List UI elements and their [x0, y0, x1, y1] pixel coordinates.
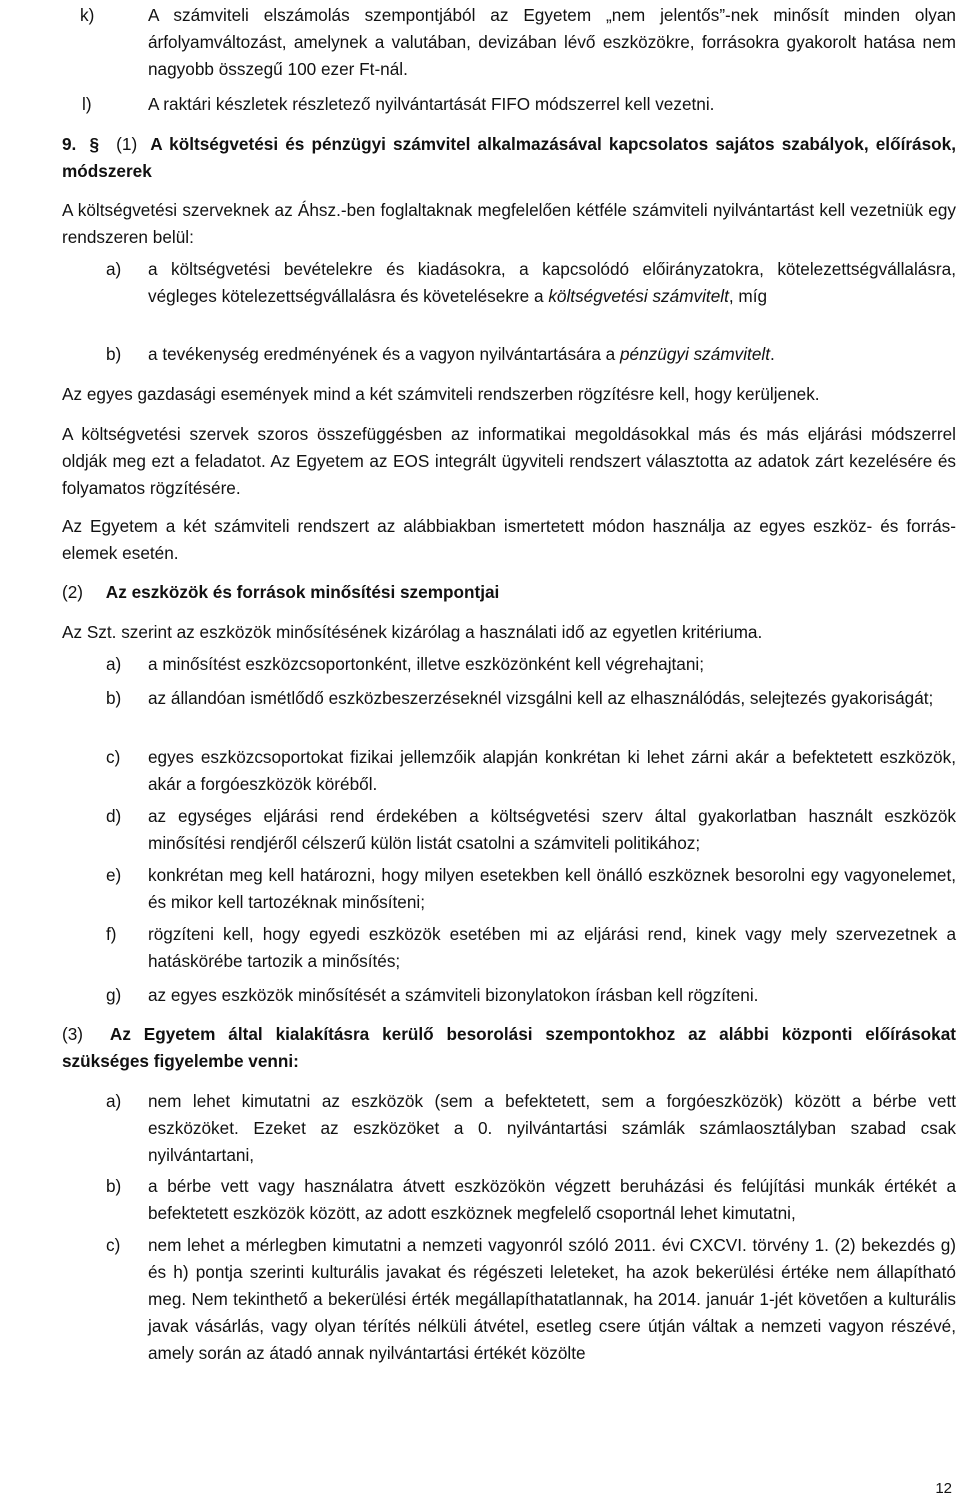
section-9-heading [62, 131, 956, 185]
list-item [106, 256, 956, 310]
item-text: a tevékenység eredményének és a vagyon nyilvántartására a pénzügyi számvitelt. [148, 344, 775, 364]
item-label: c) [106, 747, 121, 767]
item-label: b) [106, 1176, 122, 1196]
paragraph-intro: A költségvetési szerveknek az Áhsz.-ben foglaltaknak megfelelően kétféle számviteli nyilvántartást kell vezetniük egy rendszeren belül: [62, 200, 956, 247]
item-label: f) [106, 924, 117, 944]
list-item [106, 862, 956, 916]
item-text: A raktári készletek részletező nyilvántartását FIFO módszerrel kell vezetni. [148, 94, 715, 114]
item-text: egyes eszközcsoportokat fizikai jellemzőik alapján konkrétan ki lehet zárni akár a befektetett eszközök, akár a forgóeszközök köréből. [148, 747, 956, 794]
item-text: rögzíteni kell, hogy egyedi eszközök esetében mi az eljárási rend, kinek vagy mely szervezetnek a hatáskörébe tartozik a minősítés; [148, 924, 956, 971]
item-label: b) [106, 344, 122, 364]
subsection-2-heading [62, 579, 956, 606]
section-sign: § [89, 134, 100, 154]
item-l [82, 91, 956, 118]
item-label: d) [106, 806, 122, 826]
item-text: az állandóan ismétlődő eszközbeszerzéseknél vizsgálni kell az elhasználódás, selejtezés gyakoriságát; [148, 688, 934, 708]
item-text: konkrétan meg kell határozni, hogy milyen esetekben kell önálló eszköznek besorolni egy vagyonelemet, és mikor kell tartozéknak minősíteni; [148, 865, 956, 912]
item-label: a) [106, 654, 122, 674]
paragraph: A költségvetési szervek szoros összefüggésben az informatikai megoldásokkal más és más eljárási módszerrel oldják meg ezt a feladatot. Az Egyetem az EOS integrált ügyviteli rendszert választotta az adatok zárt kezelésére és folyamatos rögzítésére. [62, 424, 956, 498]
item-label: k) [80, 5, 95, 25]
list-item [106, 1232, 956, 1367]
list-item [106, 921, 956, 975]
section-sub-label: (1) [116, 134, 138, 154]
subsection-label: (3) [62, 1024, 84, 1044]
item-label: e) [106, 865, 122, 885]
list-item [106, 803, 956, 857]
list-item [106, 1173, 956, 1227]
subsection-3-heading [62, 1021, 956, 1075]
paragraph: Az Szt. szerint az eszközök minősítésének kizárólag a használati idő az egyetlen kritériuma. [62, 622, 763, 642]
item-text: az egyes eszközök minősítését a számviteli bizonylatokon írásban kell rögzíteni. [148, 985, 759, 1005]
item-label: c) [106, 1235, 121, 1255]
item-text: a költségvetési bevételekre és kiadásokra, a kapcsolódó előirányzatokra, kötelezettségvállalásra, végleges kötelezettségvállalásra és követelésekre a költségvetési számvitelt, míg [148, 259, 956, 306]
item-text: A számviteli elszámolás szempontjából az Egyetem „nem jelentős”-nek minősít minden olyan árfolyamváltozást, amelynek a valutában, devizában lévő eszközökre, forrásokra gyakorolt hatása nem nagyobb összegű 100 ezer Ft-nál. [148, 5, 956, 79]
section-number: 9. [62, 134, 77, 154]
item-text: nem lehet a mérlegben kimutatni a nemzeti vagyonról szóló 2011. évi CXCVI. törvény 1. (2) bekezdés g) és h) pontja szerinti kulturális javakat és régészeti leleteket, ha azok bekerülési értéke nem állapítható meg. Nem tekinthető a bekerülési érték megállapíthatatlannak, ha 2014. január 1-jét követően a kulturális javak vásárlás, vagy olyan térítés nélküli átvétel, esetleg csere útján váltak a nemzeti vagyon részévé, amely során az átadó annak nyilvántartási értékét közölte [148, 1235, 956, 1363]
item-text: a bérbe vett vagy használatra átvett eszközökön végzett beruházási és felújítási munkák értékét a befektetett eszközök között, az adott eszköznek megfelelő csoportnál lehet kimutatni, [148, 1176, 956, 1223]
list-item [106, 1088, 956, 1169]
item-label: g) [106, 985, 122, 1005]
subsection-title: Az eszközök és források minősítési szempontjai [105, 582, 500, 602]
paragraph: Az egyes gazdasági események mind a két számviteli rendszerben rögzítésre kell, hogy kerüljenek. [62, 384, 820, 404]
subsection-label: (2) [62, 582, 84, 602]
item-text: az egységes eljárási rend érdekében a költségvetési szerv által gyakorlatban használt eszközök minősítési rendjéről célszerű külön listát csatolni a számviteli politikához; [148, 806, 956, 853]
paragraph: Az Egyetem a két számviteli rendszert az alábbiakban ismertetett módon használja az egyes eszköz- és forrás-elemek esetén. [62, 516, 956, 563]
section-title: A költségvetési és pénzügyi számvitel alkalmazásával kapcsolatos sajátos szabályok, előírások, módszerek [62, 134, 956, 181]
list-item [106, 982, 956, 1009]
item-label: b) [106, 688, 122, 708]
item-text: a minősítést eszközcsoportonként, illetve eszközönként kell végrehajtani; [148, 654, 705, 674]
item-label: l) [82, 94, 92, 114]
list-item [106, 341, 956, 368]
item-text: nem lehet kimutatni az eszközök (sem a befektetett, sem a forgóeszközök) között a bérbe vett eszközöket. Ezeket az eszközöket a 0. nyilvántartási számlák számlaosztályban szabad csak nyilvántartani, [148, 1091, 956, 1165]
page-number: 12 [935, 1480, 952, 1497]
item-label: a) [106, 1091, 122, 1111]
item-label: a) [106, 259, 122, 279]
item-k [80, 2, 956, 83]
subsection-title: Az Egyetem által kialakításra kerülő besorolási szempontokhoz az alábbi központi előírásokat szükséges figyelembe venni: [62, 1024, 956, 1071]
list-item [106, 685, 956, 712]
list-item [106, 651, 956, 678]
list-item [106, 744, 956, 798]
